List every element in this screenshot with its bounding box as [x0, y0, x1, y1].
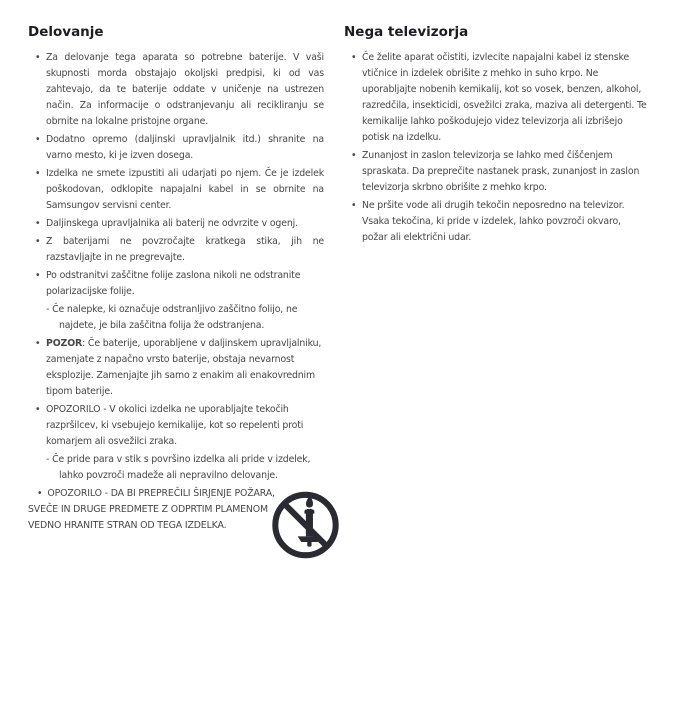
- bullet-icon: •: [35, 338, 41, 349]
- bullet-icon: •: [35, 168, 41, 179]
- bullet-item: [28, 268, 324, 300]
- fire-warning-body: OPOZORILO - DA BI PREPREČILI ŠIRJENJE POŽARA, SVEČE IN DRUGE PREDMETE Z ODPRTIM PLAMENOM VEDNO HRANITE STRAN OD TEGA IZDELKA.: [28, 488, 275, 531]
- bullet-icon: •: [37, 488, 43, 499]
- bullet-item: [28, 216, 324, 232]
- bullet-icon: •: [35, 218, 41, 229]
- bullet-text: [46, 336, 324, 400]
- section-title-operation: Delovanje: [28, 24, 104, 40]
- bullet-item: [28, 132, 324, 164]
- bullet-text: Če želite aparat očistiti, izvlecite napajalni kabel iz stenske vtičnice in izdelek obrišite z mehko in suho krpo. Ne uporabljajte nobenih kemikalij, kot so vosek, benzen, alkohol, razredčila, insekticidi, osvežilci zraka, maziva ali detergenti. Te kemikalije lahko poškodujejo videz televizorja ali izbrišejo potisk na izdelku.: [362, 52, 647, 143]
- bullet-text: Izdelka ne smete izpustiti ali udarjati po njem. Če je izdelek poškodovan, odklopite napajalni kabel in se obrnite na Samsungov servisni center.: [46, 168, 324, 211]
- bullet-text: Ne pršite vode ali drugih tekočin neposredno na televizor. Vsaka tekočina, ki pride v izdelek, lahko povzroči okvaro, požar ali električni udar.: [362, 200, 625, 243]
- bullet-item: [344, 50, 649, 146]
- sub-bullet-item: - Če nalepke, ki označuje odstranljivo zaščitno folijo, ne najdete, je bila zaščitna folija že odstranjena.: [46, 304, 298, 331]
- sub-bullet-item: - Če pride para v stik s površino izdelka ali pride v izdelek, lahko povzroči madeže ali nepravilno delovanje.: [46, 454, 311, 481]
- bullet-item: [28, 50, 324, 130]
- bullet-icon: •: [351, 150, 357, 161]
- no-open-flame-icon: [270, 488, 341, 562]
- bullet-icon: •: [35, 270, 41, 281]
- bullet-text: Daljinskega upravljalnika ali baterij ne odvrzite v ogenj.: [46, 218, 298, 229]
- section-tv-care: [344, 24, 649, 248]
- bullet-text: Za delovanje tega aparata so potrebne baterije. V vaši skupnosti morda obstajajo okoljski predpisi, ki od vas zahtevajo, da te baterije oddate v uničenje na ustrezen način. Za informacije o odstranjevanju ali recikliranju se obrnite na lokalne pristojne organe.: [46, 52, 324, 127]
- bullet-item: [344, 198, 649, 246]
- caution-label: POZOR: [46, 338, 83, 349]
- bullet-icon: •: [35, 236, 41, 247]
- bullet-text: OPOZORILO - V okolici izdelka ne uporabljajte tekočih razpršilcev, ki vsebujejo kemikalije, kot so repelenti proti komarjem ali osvežilci zraka.: [46, 404, 304, 447]
- caution-body: : Če baterije, uporabljene v daljinskem upravljalniku, zamenjate z napačno vrsto baterije, obstaja nevarnost eksplozije. Zamenjajte jih samo z enakim ali enakovrednim tipom baterije.: [46, 338, 322, 397]
- bullet-text: Zunanjost in zaslon televizorja se lahko med čiščenjem spraskata. Da preprečite nastanek prask, zunanjost in zaslon televizorja skrbno obrišite z mehko krpo.: [362, 150, 640, 193]
- bullet-text: Dodatno opremo (daljinski upravljalnik itd.) shranite na varno mesto, ki je izven dosega.: [46, 134, 324, 161]
- fire-warning-text: [28, 486, 278, 534]
- bullet-item: [28, 234, 324, 266]
- bullet-item: [344, 148, 649, 196]
- bullet-icon: •: [35, 404, 41, 415]
- section-operation: [28, 24, 324, 562]
- bullet-item-caution: [28, 336, 324, 400]
- bullet-item: [28, 166, 324, 214]
- section-title-tv-care: Nega televizorja: [344, 24, 469, 40]
- fire-warning-row: [28, 486, 324, 562]
- bullet-icon: •: [351, 200, 357, 211]
- bullet-text: Po odstranitvi zaščitne folije zaslona nikoli ne odstranite polarizacijske folije.: [46, 270, 301, 297]
- bullet-text: Z baterijami ne povzročajte kratkega stika, jih ne razstavljajte in ne pregrevajte.: [46, 236, 324, 263]
- bullet-icon: •: [35, 52, 41, 63]
- bullet-icon: •: [35, 134, 41, 145]
- bullet-item-warning: [28, 402, 324, 450]
- bullet-icon: •: [351, 52, 357, 63]
